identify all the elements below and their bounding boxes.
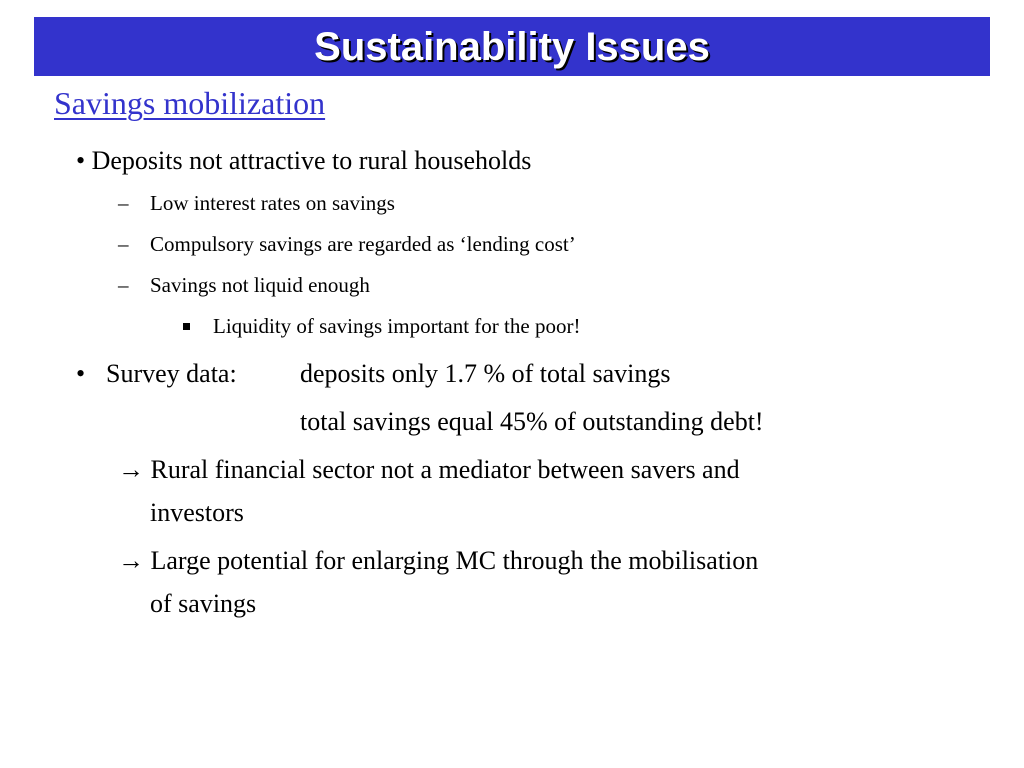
- section-heading: Savings mobilization: [54, 85, 326, 121]
- survey-line-2: total savings equal 45% of outstanding debt!: [300, 407, 764, 436]
- dash-marker: –: [118, 191, 129, 215]
- dash-marker: –: [118, 232, 129, 256]
- slide-title: Sustainability Issues: [314, 24, 710, 69]
- arrow-bullet-continuation: investors: [150, 498, 244, 527]
- arrow-right-icon: →: [118, 455, 144, 484]
- square-bullet-icon: [183, 323, 190, 330]
- sub-bullet-text: Compulsory savings are regarded as ‘lending cost’: [150, 232, 576, 256]
- bullet-marker: •: [76, 359, 86, 388]
- arrow-bullet-text: Large potential for enlarging MC through the mobilisation: [150, 546, 759, 575]
- bullet-marker: •: [76, 146, 86, 175]
- bullet-deposits: [76, 145, 531, 176]
- title-bar: [34, 17, 990, 76]
- subsub-bullet-text: Liquidity of savings important for the poor!: [213, 314, 581, 338]
- arrow-bullet-continuation: of savings: [150, 589, 257, 618]
- arrow-right-icon: →: [118, 546, 144, 575]
- bullet-survey: [76, 358, 85, 389]
- bullet-text: Deposits not attractive to rural households: [91, 146, 532, 175]
- dash-marker: –: [118, 273, 129, 297]
- sub-bullet-text: Savings not liquid enough: [150, 273, 370, 297]
- survey-label: Survey data:: [106, 359, 237, 388]
- sub-bullet-text: Low interest rates on savings: [150, 191, 395, 215]
- arrow-bullet-text: Rural financial sector not a mediator between savers and: [150, 455, 740, 484]
- survey-line-1: deposits only 1.7 % of total savings: [300, 359, 671, 388]
- arrow-bullet-potential: [118, 545, 758, 576]
- arrow-bullet-mediator: [118, 454, 740, 485]
